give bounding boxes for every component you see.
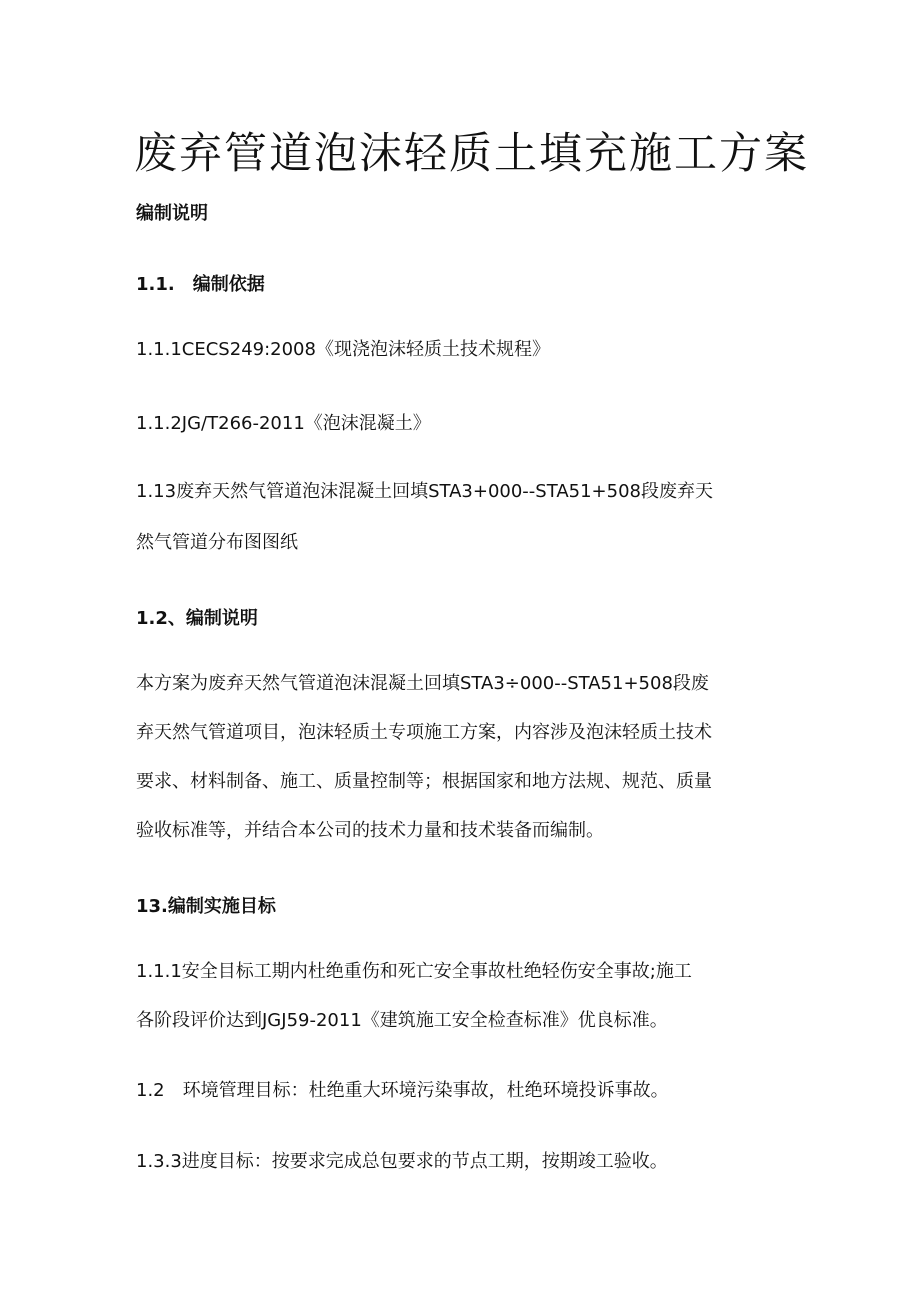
goal-safety-line-2: 各阶段评价达到JGJ59-2011《建筑施工安全检查标准》优良标准。 xyxy=(136,1010,668,1031)
basis-item-2: 1.1.2JG/T266-2011《泡沫混凝土》 xyxy=(136,413,431,434)
goal-schedule: 1.3.3进度目标：按要求完成总包要求的节点工期，按期竣工验收。 xyxy=(136,1151,668,1172)
basis-item-3-line-1: 1.13废弃天然气管道泡沫混凝土回填STA3+000--STA51+508段废弃天 xyxy=(136,481,713,502)
heading-1-2: 1.2、编制说明 xyxy=(136,608,258,629)
description-line-1: 本方案为废弃天然气管道泡沫混凝土回填STA3÷000--STA51+508段废 xyxy=(136,673,709,694)
heading-1-1: 1.1. 编制依据 xyxy=(136,274,265,295)
description-line-3: 要求、材料制备、施工、质量控制等；根据国家和地方法规、规范、质量 xyxy=(136,771,712,792)
basis-item-1: 1.1.1CECS249:2008《现浇泡沫轻质土技术规程》 xyxy=(136,339,550,360)
goal-safety-line-1: 1.1.1安全目标工期内杜绝重伤和死亡安全事故杜绝轻伤安全事故;施工 xyxy=(136,961,692,982)
document-title: 废弃管道泡沫轻质土填充施工方案 xyxy=(134,129,809,179)
section-heading: 编制说明 xyxy=(136,203,208,224)
basis-item-3-line-2: 然气管道分布图图纸 xyxy=(136,532,298,553)
description-line-2: 弃天然气管道项目，泡沫轻质土专项施工方案，内容涉及泡沫轻质土技术 xyxy=(136,722,712,743)
description-line-4: 验收标准等，并结合本公司的技术力量和技术装备而编制。 xyxy=(136,820,604,841)
heading-1-3: 13.编制实施目标 xyxy=(136,896,276,917)
goal-environment: 1.2 环境管理目标：杜绝重大环境污染事故，杜绝环境投诉事故。 xyxy=(136,1080,669,1101)
